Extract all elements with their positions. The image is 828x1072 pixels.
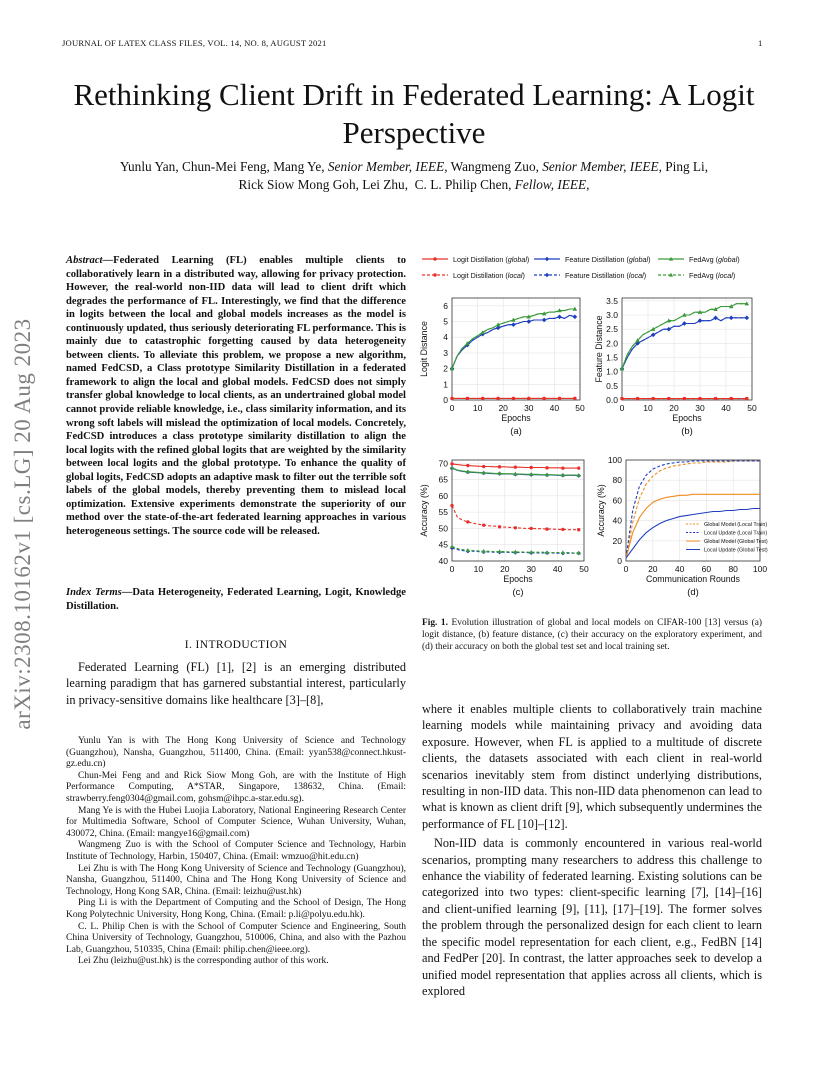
index-terms-text: —Data Heterogeneity, Federated Learning, Logit, Knowledge Distillation. bbox=[66, 587, 406, 612]
y-axis-label: Accuracy (%) bbox=[596, 484, 606, 537]
data-point bbox=[512, 397, 515, 400]
y-tick-label: 45 bbox=[438, 539, 448, 550]
paragraph: where it enables multiple clients to collaboratively train machine learning models while maintaining privacy and avoiding data exposure. However, when FL is applied to a multitude of discrete clients, the datasets associated with each client in real-world scenarios inevitably stem from distinct underlying distributions, resulting in non-IID data. This non-IID data phenomenon can lead to what is known as client drift [9], which subsequently undermines the performance of FL [10]–[12]. bbox=[422, 702, 762, 831]
x-tick-label: 10 bbox=[472, 403, 483, 413]
y-axis-label: Logit Distance bbox=[419, 321, 429, 377]
data-point bbox=[682, 321, 686, 325]
x-tick-label: 40 bbox=[674, 564, 685, 574]
data-point bbox=[745, 397, 748, 400]
legend-label: Local Update (Local Train) bbox=[704, 530, 768, 537]
data-point bbox=[729, 316, 733, 320]
x-tick-label: 100 bbox=[752, 564, 768, 574]
y-axis-label: Accuracy (%) bbox=[419, 484, 429, 537]
data-point bbox=[713, 316, 717, 320]
x-tick-label: 20 bbox=[669, 403, 679, 413]
x-axis-label: Communication Rounds bbox=[646, 574, 740, 584]
abstract-text: —Federated Learning (FL) enables multiple clients to collaboratively learn in a distributed way, allowing for privacy protection. However, the real-world non-IID data will lead to client drift which degrades the performance of FL. Interestingly, we find that the difference in logits between the local and global models increases as the model is continuously updated, thus seriously deteriorating FL performance. This is mainly due to catastrophic forgetting caused by data heterogeneity between clients. To alleviate this problem, we propose a new algorithm, named FedCSD, a Class prototype Similarity Distillation in a federated framework to align the local and global models. FedCSD does not simply transfer global knowledge to local clients, as an undertrained global model cannot provide reliable knowledge, i.e., class similarity information, and its wrong soft labels will mislead the optimization of local models. Concretely, FedCSD introduces a class prototype similarity distillation to align the local logits with the refined global logits that are weighted by the similarity between local logits and the global prototype. To enhance the quality of global logits, FedCSD adopts an adaptive mask to filter out the terrible soft labels of the global models, thereby preventing them to mislead local optimization. Extensive experiments demonstrate the superiority of our method over the state-of-the-art federated learning approaches in various heterogeneous settings. The source code will be released. bbox=[66, 255, 406, 537]
x-tick-label: 20 bbox=[500, 564, 510, 574]
footnote: Mang Ye is with the Hubei Luojia Laboratory, National Engineering Research Center for Multimedia Software, School of Computer Science, Wuhan University, Wuhan, 430072, China. (Email: mangye16@gmail.com) bbox=[66, 805, 406, 839]
y-tick-label: 2.5 bbox=[606, 324, 618, 335]
subfigure-label: (c) bbox=[512, 587, 524, 598]
y-tick-label: 40 bbox=[612, 515, 622, 526]
y-tick-label: 1 bbox=[443, 379, 448, 390]
data-point bbox=[481, 397, 484, 400]
x-tick-label: 40 bbox=[549, 403, 560, 413]
authors-line-2: Rick Siow Mong Goh, Lei Zhu, C. L. Philip Chen, Fellow, IEEE, bbox=[238, 177, 590, 192]
data-point bbox=[514, 465, 517, 468]
chart-a bbox=[419, 298, 585, 437]
data-point bbox=[466, 464, 469, 467]
y-tick-label: 0 bbox=[443, 395, 448, 405]
data-point bbox=[620, 397, 623, 400]
data-point bbox=[527, 397, 530, 400]
x-tick-label: 30 bbox=[526, 564, 536, 574]
running-header: JOURNAL OF LATEX CLASS FILES, VOL. 14, NO. 8, AUGUST 2021 bbox=[62, 38, 327, 48]
x-axis-label: Epochs bbox=[672, 413, 702, 423]
data-point bbox=[433, 257, 436, 260]
y-axis-label: Feature Distance bbox=[594, 315, 604, 383]
y-tick-label: 0 bbox=[617, 556, 622, 566]
data-point bbox=[542, 397, 545, 400]
figure-caption-label: Fig. 1. bbox=[422, 618, 448, 628]
data-point bbox=[652, 397, 655, 400]
y-tick-label: 40 bbox=[438, 556, 448, 566]
subfigure-label: (a) bbox=[510, 426, 522, 437]
data-point bbox=[482, 465, 485, 468]
y-tick-label: 100 bbox=[607, 455, 622, 465]
data-point bbox=[573, 397, 576, 400]
data-point bbox=[745, 316, 749, 320]
data-point bbox=[545, 527, 548, 530]
x-tick-label: 40 bbox=[552, 564, 563, 574]
footnote: C. L. Philip Chen is with the School of Computer Science and Engineering, South China University of Technology, Guangzhou, 510006, China, and also with the Pazhou Lab, Guangzhou, 510335, China (Email: philip.chen@ieee.org). bbox=[66, 921, 406, 955]
x-tick-label: 50 bbox=[575, 403, 585, 413]
legend-label: Logit Distillation (local) bbox=[453, 271, 525, 280]
legend-label: FedAvg (local) bbox=[689, 271, 736, 280]
paragraph: Non-IID data is commonly encountered in various real-world scenarios, prompting many researchers to address this challenge to enhance the viability of federated learning. Existing solutions can be categorized into two types: client-specific learning [7], [14]–[16] and client-unified learning [9], [11], [17]–[19]. The former solves the problem through the personalized design for each client to learn the specific model representation for each client, e.g., FedBN [14] and FedPer [20]. In contrast, the latter approaches seek to develop a unified model representation that applies across all clients, which is explored bbox=[422, 836, 762, 998]
x-axis-label: Epochs bbox=[503, 574, 533, 584]
figure-caption bbox=[422, 618, 762, 653]
footnote: Wangmeng Zuo is with the School of Computer Science and Technology, Harbin Institute of Technology, Harbin, 150407, China. (Email: wmzuo@hit.edu.cn) bbox=[66, 840, 406, 862]
data-point bbox=[530, 466, 533, 469]
authors-line-1: Yunlu Yan, Chun-Mei Feng, Mang Ye, Senior Member, IEEE, Wangmeng Zuo, Senior Member, IEEE, Ping Li, bbox=[119, 159, 709, 174]
data-point bbox=[730, 397, 733, 400]
data-point bbox=[498, 525, 501, 528]
figure-caption-text: Evolution illustration of global and local models on CIFAR-100 [13] versus (a) logit distance, (b) feature distance, (c) their accuracy on the exploratory experiment, and (d) their accuracy on both the global test set and local training set. bbox=[422, 618, 762, 652]
footnotes bbox=[66, 736, 406, 968]
right-column-text bbox=[422, 701, 762, 999]
x-tick-label: 30 bbox=[524, 403, 534, 413]
y-tick-label: 3.5 bbox=[606, 295, 618, 306]
index-terms bbox=[66, 586, 406, 613]
y-tick-label: 1.0 bbox=[606, 366, 618, 377]
data-point bbox=[498, 465, 501, 468]
y-tick-label: 50 bbox=[438, 523, 448, 534]
y-tick-label: 2 bbox=[443, 363, 448, 374]
data-point bbox=[698, 397, 701, 400]
intro-paragraph: Federated Learning (FL) [1], [2] is an emerging distributed learning paradigm that has garnered substantial interest, particularly in privacy-sensitive domains like healthcare [3]–[8], bbox=[66, 660, 406, 707]
chart-c bbox=[419, 458, 589, 598]
footnote: Lei Zhu (leizhu@ust.hk) is the corresponding author of this work. bbox=[78, 956, 329, 967]
footnote: Lei Zhu is with The Hong Kong University of Science and Technology (Guangzhou), Nansha, Guangzhou, 511400, China and The Hong Kong University of Science and Technology, Hong Kong SAR, China. (Email: leizhu@ust.hk) bbox=[66, 863, 406, 897]
legend-label: Local Update (Global Test) bbox=[704, 547, 768, 554]
data-point bbox=[545, 257, 549, 261]
data-point bbox=[698, 318, 702, 322]
legend-label: Logit Distillation (global) bbox=[453, 255, 530, 264]
abstract bbox=[66, 254, 406, 538]
legend-label: Global Model (Local Train) bbox=[704, 522, 768, 529]
data-point bbox=[496, 397, 499, 400]
x-tick-label: 20 bbox=[648, 564, 658, 574]
chart-b bbox=[594, 296, 757, 437]
chart-d bbox=[596, 455, 768, 598]
figure-legend bbox=[422, 255, 740, 280]
plot-frame bbox=[452, 298, 580, 400]
subfigure-label: (d) bbox=[687, 587, 699, 598]
data-point bbox=[450, 397, 453, 400]
data-point bbox=[433, 273, 436, 276]
legend-label: Feature Distillation (local) bbox=[565, 271, 647, 280]
y-tick-label: 3.0 bbox=[606, 310, 618, 320]
y-tick-label: 55 bbox=[438, 507, 448, 518]
footnote: Ping Li is with the Department of Computing and the School of Design, The Hong Kong Polytechnic University, Hong Kong, China. (Email: p.li@polyu.edu.hk). bbox=[66, 898, 406, 920]
data-point bbox=[561, 466, 564, 469]
y-tick-label: 60 bbox=[612, 495, 622, 506]
data-point bbox=[530, 527, 533, 530]
x-tick-label: 10 bbox=[643, 403, 653, 413]
x-tick-label: 20 bbox=[498, 403, 508, 413]
data-point bbox=[545, 466, 548, 469]
y-tick-label: 20 bbox=[612, 535, 622, 546]
data-point bbox=[651, 333, 655, 337]
data-point bbox=[636, 397, 639, 400]
data-point bbox=[482, 523, 485, 526]
arxiv-stamp: arXiv:2308.10162v1 [cs.LG] 20 Aug 2023 bbox=[10, 318, 35, 730]
data-point bbox=[450, 462, 453, 465]
page-number: 1 bbox=[758, 38, 763, 48]
subfigure-label: (b) bbox=[681, 426, 693, 437]
x-tick-label: 10 bbox=[473, 564, 484, 574]
x-tick-label: 50 bbox=[579, 564, 589, 574]
data-point bbox=[577, 528, 580, 531]
y-tick-label: 60 bbox=[438, 490, 448, 501]
x-tick-label: 0 bbox=[449, 564, 455, 574]
footnote: Yunlu Yan is with The Hong Kong University of Science and Technology (Guangzhou), Nansha, Guangzhou, 511400, China. (Email: yyan538@connect.hkust-gz.edu.cn) bbox=[66, 736, 406, 770]
y-tick-label: 6 bbox=[443, 300, 448, 311]
index-terms-label: Index Terms bbox=[66, 587, 122, 598]
x-tick-label: 80 bbox=[728, 564, 738, 574]
y-tick-label: 0.5 bbox=[606, 380, 618, 391]
x-tick-label: 30 bbox=[695, 403, 705, 413]
author-list bbox=[60, 158, 768, 194]
x-tick-label: 60 bbox=[701, 564, 712, 574]
y-tick-label: 4 bbox=[443, 332, 448, 343]
data-point bbox=[667, 397, 670, 400]
x-tick-label: 0 bbox=[623, 564, 629, 574]
y-tick-label: 3 bbox=[443, 347, 448, 358]
data-point bbox=[466, 520, 469, 523]
y-tick-label: 80 bbox=[612, 475, 622, 486]
data-point bbox=[466, 397, 469, 400]
data-point bbox=[667, 327, 671, 331]
y-tick-label: 65 bbox=[438, 474, 448, 485]
legend-label: FedAvg (global) bbox=[689, 255, 740, 264]
data-point bbox=[527, 319, 531, 323]
paper-title: Rethinking Client Drift in Federated Learning: A Logit Perspective bbox=[73, 77, 755, 150]
data-point bbox=[558, 397, 561, 400]
abstract-label: Abstract bbox=[66, 255, 103, 266]
x-tick-label: 0 bbox=[619, 403, 625, 413]
data-point bbox=[577, 466, 580, 469]
section-heading: I. INTRODUCTION bbox=[184, 639, 288, 651]
data-point bbox=[683, 397, 686, 400]
y-tick-label: 0.0 bbox=[606, 395, 618, 405]
data-point bbox=[514, 526, 517, 529]
data-point bbox=[511, 322, 515, 326]
data-point bbox=[545, 273, 549, 277]
data-point bbox=[561, 528, 564, 531]
data-point bbox=[714, 397, 717, 400]
plot-frame bbox=[622, 298, 752, 400]
y-tick-label: 1.5 bbox=[606, 352, 618, 363]
data-point bbox=[557, 315, 561, 319]
y-tick-label: 2.0 bbox=[606, 338, 618, 349]
legend-label: Global Model (Global Test) bbox=[704, 539, 768, 546]
y-tick-label: 5 bbox=[443, 316, 448, 327]
x-tick-label: 50 bbox=[747, 403, 757, 413]
legend-label: Feature Distillation (global) bbox=[565, 255, 651, 264]
y-tick-label: 70 bbox=[438, 458, 448, 469]
footnote: Chun-Mei Feng and and Rick Siow Mong Goh, are with the Institute of High Performance Computing, A*STAR, Singapore, 138632, China. (Email: strawberry.feng0304@gmail.com, gohsm@ihpc.a-star.edu.sg). bbox=[66, 770, 406, 804]
data-point bbox=[450, 504, 453, 507]
data-point bbox=[573, 315, 577, 319]
figure-1 bbox=[412, 248, 784, 612]
x-axis-label: Epochs bbox=[501, 413, 531, 423]
x-tick-label: 40 bbox=[721, 403, 731, 413]
x-tick-label: 0 bbox=[449, 403, 455, 413]
